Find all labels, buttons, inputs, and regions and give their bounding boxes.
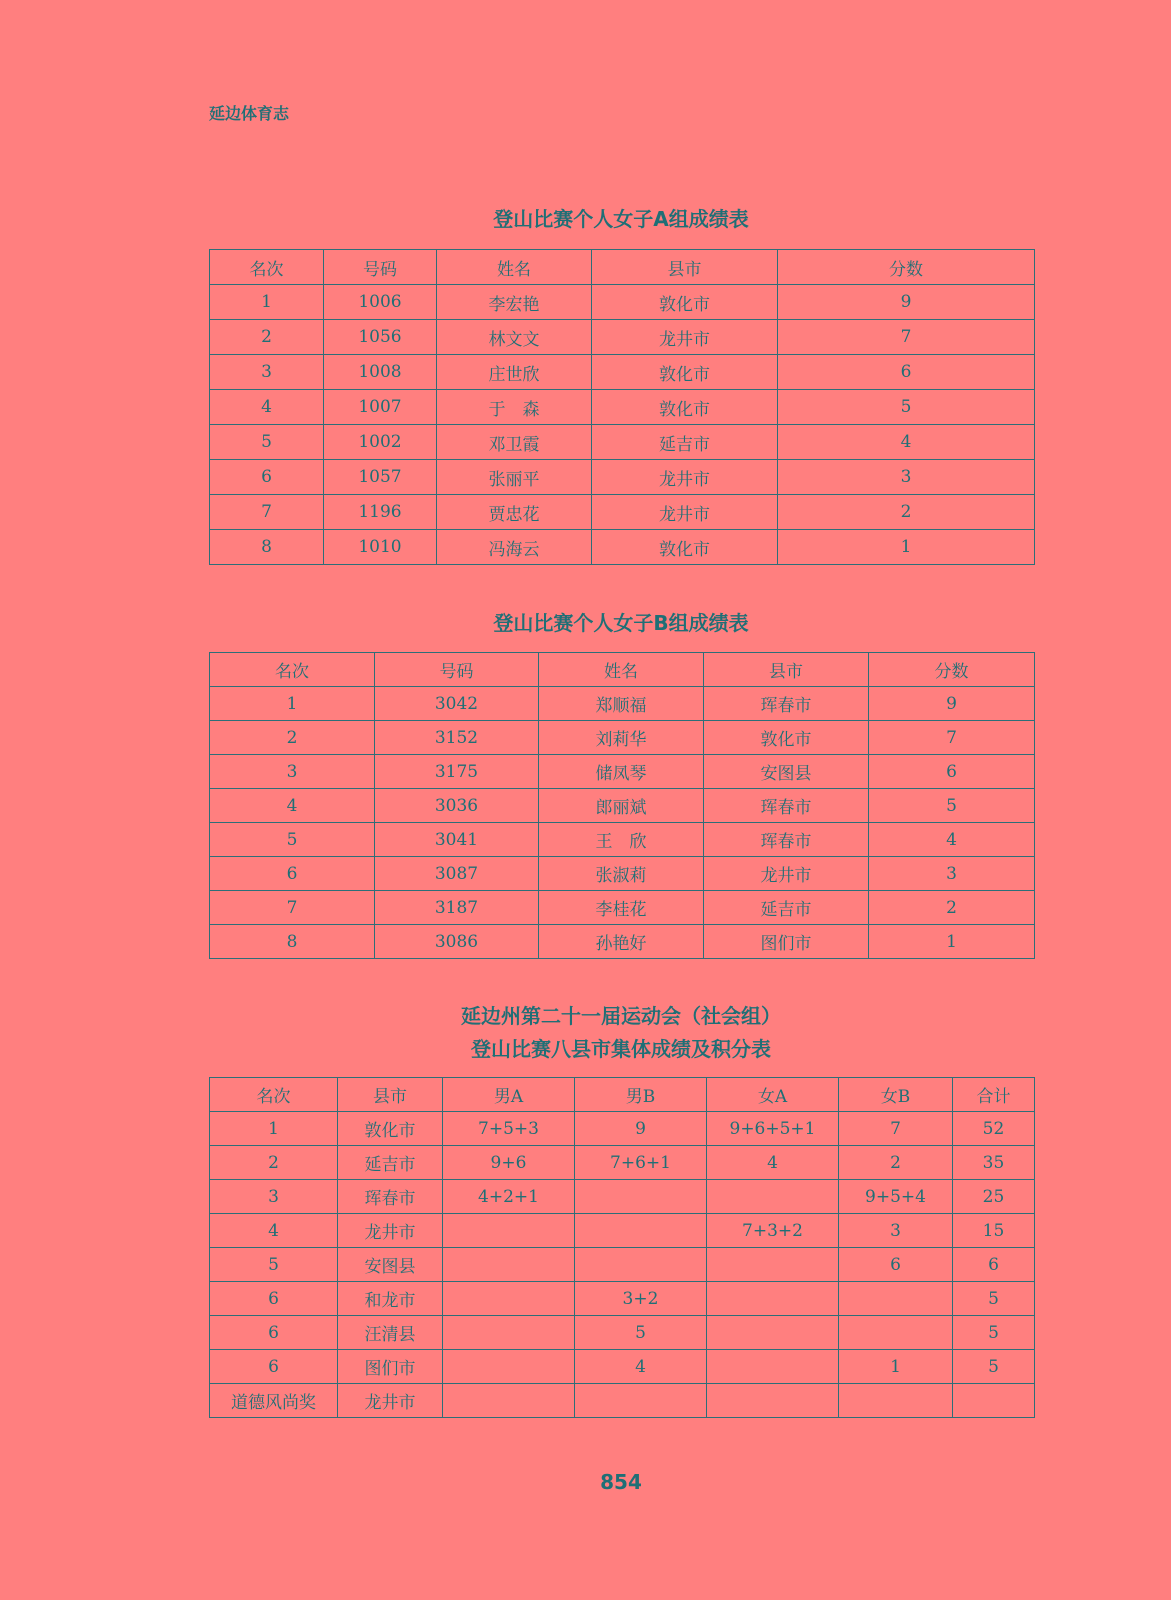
table-cell: 敦化市 — [338, 1112, 443, 1146]
table-cell: 15 — [953, 1214, 1035, 1248]
table-cell: 9+5+4 — [839, 1180, 953, 1214]
table-row — [210, 495, 1035, 530]
table-cell: 和龙市 — [338, 1282, 443, 1316]
table-cell: 5 — [869, 789, 1035, 823]
table-cell: 2 — [210, 320, 324, 355]
table-cell: 7 — [210, 891, 375, 925]
table-row — [210, 925, 1035, 959]
table-cell: 1057 — [324, 460, 437, 495]
table-cell — [839, 1282, 953, 1316]
table-cell: 1196 — [324, 495, 437, 530]
table-cell: 3175 — [375, 755, 539, 789]
table-cell: 7+6+1 — [575, 1146, 707, 1180]
table-row — [210, 1146, 1035, 1180]
table-cell — [839, 1384, 953, 1418]
table-cell: 张淑莉 — [539, 857, 704, 891]
table-cell: 8 — [210, 925, 375, 959]
column-header: 分数 — [778, 250, 1035, 285]
table-cell — [575, 1248, 707, 1282]
table-cell: 龙井市 — [592, 320, 778, 355]
table-cell: 7 — [869, 721, 1035, 755]
table-row — [210, 1112, 1035, 1146]
table-cell: 敦化市 — [704, 721, 869, 755]
table-cell: 6 — [210, 1282, 338, 1316]
table-cell: 3 — [210, 355, 324, 390]
page-number: 854 — [600, 1470, 642, 1494]
table-cell: 安图县 — [704, 755, 869, 789]
table-cell — [443, 1248, 575, 1282]
table-cell: 李宏艳 — [437, 285, 592, 320]
table-cell — [443, 1350, 575, 1384]
table-cell: 道德风尚奖 — [210, 1384, 338, 1418]
column-header: 男B — [575, 1078, 707, 1112]
table-row — [210, 823, 1035, 857]
table-cell — [707, 1350, 839, 1384]
table-women-b — [209, 652, 1035, 959]
table-cell: 贾忠花 — [437, 495, 592, 530]
column-header: 男A — [443, 1078, 575, 1112]
table-cell: 5 — [953, 1316, 1035, 1350]
table-header-row — [210, 250, 1035, 285]
table-row — [210, 1316, 1035, 1350]
table-cell: 7+3+2 — [707, 1214, 839, 1248]
table-cell: 龙井市 — [338, 1384, 443, 1418]
table-cell: 敦化市 — [592, 390, 778, 425]
table-cell: 9+6+5+1 — [707, 1112, 839, 1146]
table-cell — [443, 1316, 575, 1350]
table-cell: 7+5+3 — [443, 1112, 575, 1146]
table-cell — [443, 1214, 575, 1248]
column-header: 县市 — [592, 250, 778, 285]
table-cell: 3087 — [375, 857, 539, 891]
table-cell: 龙井市 — [592, 495, 778, 530]
table-cell: 25 — [953, 1180, 1035, 1214]
table-cell: 6 — [210, 1350, 338, 1384]
table-cell: 3152 — [375, 721, 539, 755]
table-cell: 7 — [839, 1112, 953, 1146]
table-cell: 4+2+1 — [443, 1180, 575, 1214]
table-cell: 5 — [953, 1350, 1035, 1384]
table-cell: 3 — [210, 755, 375, 789]
table-cell: 龙井市 — [338, 1214, 443, 1248]
table-cell: 孙艳好 — [539, 925, 704, 959]
column-header: 县市 — [338, 1078, 443, 1112]
table-c-title-line2: 登山比赛八县市集体成绩及积分表 — [471, 1037, 771, 1061]
table-cell: 延吉市 — [592, 425, 778, 460]
table-row — [210, 1384, 1035, 1418]
table-cell: 庄世欣 — [437, 355, 592, 390]
table-cell: 1 — [839, 1350, 953, 1384]
table-cell: 2 — [869, 891, 1035, 925]
table-cell: 刘莉华 — [539, 721, 704, 755]
table-cell: 1007 — [324, 390, 437, 425]
table-row — [210, 891, 1035, 925]
table-cell: 1 — [869, 925, 1035, 959]
table-cell: 图们市 — [338, 1350, 443, 1384]
table-cell: 3 — [869, 857, 1035, 891]
table-cell: 1 — [210, 1112, 338, 1146]
table-cell: 龙井市 — [592, 460, 778, 495]
table-row — [210, 355, 1035, 390]
table-row — [210, 687, 1035, 721]
table-cell: 延吉市 — [704, 891, 869, 925]
table-cell: 9+6 — [443, 1146, 575, 1180]
table-cell — [575, 1180, 707, 1214]
table-cell: 3+2 — [575, 1282, 707, 1316]
table-cell: 3041 — [375, 823, 539, 857]
table-cell: 储凤琴 — [539, 755, 704, 789]
table-b-title: 登山比赛个人女子B组成绩表 — [493, 611, 749, 635]
table-cell: 延吉市 — [338, 1146, 443, 1180]
column-header: 合计 — [953, 1078, 1035, 1112]
column-header: 名次 — [210, 653, 375, 687]
table-cell: 李桂花 — [539, 891, 704, 925]
table-cell: 2 — [778, 495, 1035, 530]
table-row — [210, 1282, 1035, 1316]
table-cell: 3187 — [375, 891, 539, 925]
table-header-row — [210, 653, 1035, 687]
table-cell — [707, 1180, 839, 1214]
table-cell: 5 — [575, 1316, 707, 1350]
table-cell — [707, 1248, 839, 1282]
table-cell — [443, 1384, 575, 1418]
table-cell: 1 — [210, 687, 375, 721]
table-cell: 3 — [210, 1180, 338, 1214]
table-cell: 6 — [210, 857, 375, 891]
table-cell: 4 — [210, 1214, 338, 1248]
table-cell: 安图县 — [338, 1248, 443, 1282]
table-cell: 郎丽斌 — [539, 789, 704, 823]
table-cell — [575, 1384, 707, 1418]
table-cell: 4 — [778, 425, 1035, 460]
table-cell: 张丽平 — [437, 460, 592, 495]
column-header: 号码 — [324, 250, 437, 285]
table-row — [210, 320, 1035, 355]
table-cell: 3036 — [375, 789, 539, 823]
table-cell: 4 — [869, 823, 1035, 857]
table-cell: 1008 — [324, 355, 437, 390]
table-cell: 王 欣 — [539, 823, 704, 857]
table-cell: 邓卫霞 — [437, 425, 592, 460]
column-header: 女A — [707, 1078, 839, 1112]
table-cell — [953, 1384, 1035, 1418]
table-cell: 4 — [707, 1146, 839, 1180]
table-cell: 于 森 — [437, 390, 592, 425]
table-row — [210, 530, 1035, 565]
table-cell — [575, 1214, 707, 1248]
table-cell: 6 — [778, 355, 1035, 390]
table-cell: 5 — [210, 823, 375, 857]
table-cell: 汪清县 — [338, 1316, 443, 1350]
table-cell: 8 — [210, 530, 324, 565]
table-cell: 冯海云 — [437, 530, 592, 565]
table-row — [210, 755, 1035, 789]
table-women-a — [209, 249, 1035, 565]
column-header: 号码 — [375, 653, 539, 687]
table-cell: 3042 — [375, 687, 539, 721]
table-cell: 5 — [210, 425, 324, 460]
table-cell: 1006 — [324, 285, 437, 320]
table-team-scores — [209, 1077, 1035, 1418]
column-header: 姓名 — [437, 250, 592, 285]
table-cell: 珲春市 — [704, 687, 869, 721]
table-cell: 4 — [210, 390, 324, 425]
table-cell: 3086 — [375, 925, 539, 959]
table-cell: 35 — [953, 1146, 1035, 1180]
table-row — [210, 1248, 1035, 1282]
table-cell: 2 — [210, 721, 375, 755]
table-cell: 5 — [210, 1248, 338, 1282]
table-cell: 6 — [210, 1316, 338, 1350]
table-row — [210, 425, 1035, 460]
table-row — [210, 857, 1035, 891]
table-cell: 珲春市 — [338, 1180, 443, 1214]
table-row — [210, 789, 1035, 823]
running-head: 延边体育志 — [209, 104, 290, 123]
table-cell: 7 — [778, 320, 1035, 355]
table-cell: 52 — [953, 1112, 1035, 1146]
table-cell: 6 — [953, 1248, 1035, 1282]
table-cell: 6 — [839, 1248, 953, 1282]
column-header: 名次 — [210, 250, 324, 285]
table-cell: 1010 — [324, 530, 437, 565]
table-cell: 敦化市 — [592, 530, 778, 565]
table-cell: 龙井市 — [704, 857, 869, 891]
table-cell: 5 — [953, 1282, 1035, 1316]
table-cell: 1 — [210, 285, 324, 320]
table-cell: 9 — [575, 1112, 707, 1146]
table-cell: 9 — [778, 285, 1035, 320]
table-cell: 2 — [210, 1146, 338, 1180]
column-header: 分数 — [869, 653, 1035, 687]
table-row — [210, 1180, 1035, 1214]
table-cell: 敦化市 — [592, 285, 778, 320]
table-cell — [707, 1282, 839, 1316]
table-cell: 珲春市 — [704, 789, 869, 823]
table-c-title-line1: 延边州第二十一届运动会（社会组） — [461, 1004, 781, 1028]
column-header: 女B — [839, 1078, 953, 1112]
table-cell: 4 — [575, 1350, 707, 1384]
table-row — [210, 721, 1035, 755]
table-cell: 6 — [210, 460, 324, 495]
column-header: 县市 — [704, 653, 869, 687]
table-cell: 敦化市 — [592, 355, 778, 390]
table-cell: 3 — [778, 460, 1035, 495]
table-row — [210, 460, 1035, 495]
table-cell: 林文文 — [437, 320, 592, 355]
table-row — [210, 1214, 1035, 1248]
table-cell: 6 — [869, 755, 1035, 789]
table-cell: 7 — [210, 495, 324, 530]
table-cell — [443, 1282, 575, 1316]
table-row — [210, 285, 1035, 320]
table-row — [210, 1350, 1035, 1384]
table-row — [210, 390, 1035, 425]
table-cell: 珲春市 — [704, 823, 869, 857]
table-cell — [707, 1316, 839, 1350]
table-cell: 2 — [839, 1146, 953, 1180]
table-cell: 3 — [839, 1214, 953, 1248]
table-cell — [839, 1316, 953, 1350]
table-cell: 1056 — [324, 320, 437, 355]
table-a-title: 登山比赛个人女子A组成绩表 — [493, 207, 749, 231]
table-cell: 9 — [869, 687, 1035, 721]
table-cell — [707, 1384, 839, 1418]
table-cell: 图们市 — [704, 925, 869, 959]
table-cell: 5 — [778, 390, 1035, 425]
table-cell: 4 — [210, 789, 375, 823]
column-header: 名次 — [210, 1078, 338, 1112]
column-header: 姓名 — [539, 653, 704, 687]
table-cell: 郑顺福 — [539, 687, 704, 721]
table-header-row — [210, 1078, 1035, 1112]
table-cell: 1 — [778, 530, 1035, 565]
table-cell: 1002 — [324, 425, 437, 460]
